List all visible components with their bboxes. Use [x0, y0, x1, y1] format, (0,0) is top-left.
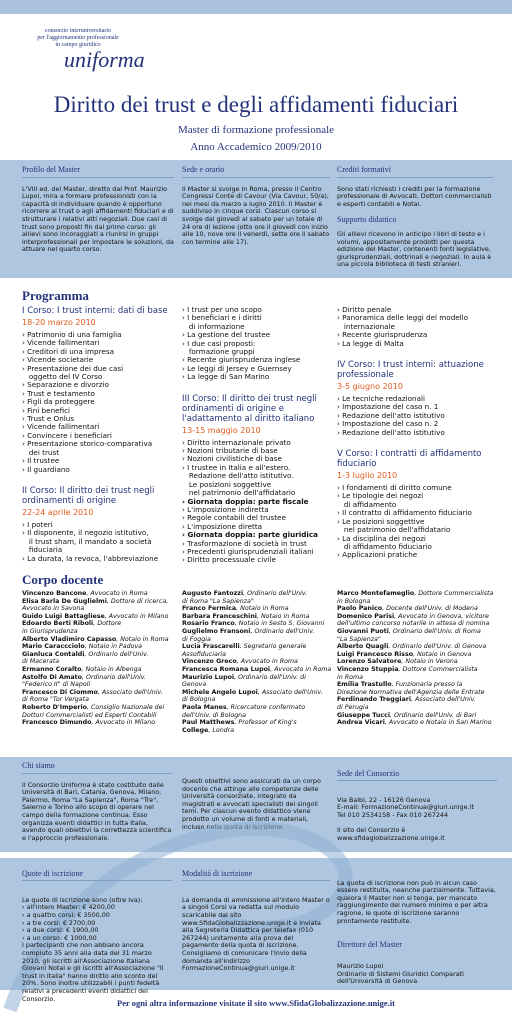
docente-entry: Alberto Quagli, Ordinario dell'Univ. di Genova	[337, 643, 487, 651]
list-item: › Trasformazione di società in trust	[182, 538, 307, 548]
course-items	[337, 395, 497, 437]
docente-entry: Francesca Romana Lupoi, Avvocato in Roma	[182, 665, 332, 673]
section-text: La quota di iscrizione non può in alcun caso essere restituita, neanche parzialmente. Tuttavia, qualora il Master non si tenga, per mancato raggiungimento del numero minimo o per altra ragione, le quote di iscrizione saranno prontamente restituite.	[337, 878, 496, 925]
docente-entry: Guglielmo Fransoni, Ordinario dell'Univ.	[182, 627, 315, 635]
list-item: › L'imposizione indiretta	[182, 504, 269, 514]
list-item: › Le tecniche redazionali	[337, 394, 426, 404]
section-heading: Modalità di iscrizione	[182, 870, 330, 882]
docente-entry: Paul Matthews, Professor of King's	[182, 719, 297, 727]
subtitle: Master di formazione professionale	[177, 124, 335, 136]
docente-entry: Avvocato in Savona	[22, 605, 85, 613]
sede-section	[182, 166, 330, 246]
docente-entry: dell'ultimo concorso notarile in attesa di nomina	[337, 620, 490, 628]
docente-entry: Lorenzo Salvatore, Notaio in Verona	[337, 658, 458, 666]
docente-entry: "Federico II" di Napoli	[22, 681, 91, 689]
list-item: internazionale	[337, 321, 395, 331]
course-date: 3-5 giugno 2010	[337, 382, 403, 392]
list-item: › La disciplina dei negozi	[337, 533, 426, 543]
list-item: › Redazione dell'atto istitutivo	[337, 410, 445, 420]
list-item: › Fini benefici	[22, 405, 71, 415]
docente-entry: Vincenzo Bancone, Avvocato in Roma	[22, 590, 148, 597]
section-heading: Profilo del Master	[22, 166, 174, 178]
section-heading: Direttore del Master	[337, 939, 402, 949]
section-text: L'VIII ed. del Master, diretto dal Prof. Maurizio Lupoi, mira a formare professionisti con la capacità di individuare quando è opportuno ricorrere ai trust o agli affidamenti fiduciari e di strutturare i relativi atti negoziali. Due casi di trust sono proposti fin dal primo corso: gli allievi sono incoraggiati a riunirsi in gruppi interprofessionali per impostare le soluzioni, da attuare nel quarto corso.	[22, 184, 174, 254]
list-item: nel patrimonio dell'affidatario	[337, 525, 451, 535]
docenti-col1	[22, 590, 177, 727]
logo-line: in campo giuridico	[55, 42, 101, 48]
docente-entry: Dottori Commercialisti ed Esperti Contabili	[22, 711, 157, 719]
programma-col1	[22, 300, 172, 563]
docenti-col3	[337, 590, 502, 727]
docente-entry: Elisa Barla De Guglielmi, Dottore di ricerca,	[22, 597, 169, 605]
list-item: › Vicende societarie	[22, 355, 94, 365]
list-item: › Il disponente, il negozio istitutivo,	[22, 528, 149, 538]
docente-entry: Paolo Panico, Docente dell'Univ. di Modena	[337, 605, 478, 613]
list-item: Le posizioni soggettive	[182, 479, 272, 489]
docente-entry: Marco Montefameglio, Dottore Commercialista	[337, 590, 494, 597]
docente-entry: di Macerata	[22, 658, 60, 666]
list-item: › La legge di San Marino	[182, 372, 270, 382]
docente-entry: Ermanno Coralto, Notaio in Albenga	[22, 665, 142, 673]
list-item: formazione gruppi	[182, 347, 255, 357]
docente-entry: di Perugia	[337, 703, 369, 711]
section-heading: Supporto didattico	[337, 215, 397, 225]
list-item: › Separazione e divorzio	[22, 380, 109, 390]
list-item: › La durata, la revoca, l'abbreviazione	[22, 553, 159, 563]
docente-entry: Rosario Franco, Notaio in Sesto S. Giovanni	[182, 620, 325, 628]
list-item: › Vicende fallimentari	[22, 338, 100, 348]
list-item: › Figli da proteggere	[22, 397, 95, 407]
list-item: › Il guardiano	[22, 464, 70, 474]
list-item: › Vicende fallimentari	[22, 422, 100, 432]
list-item: › Presentazione dei due casi	[22, 363, 124, 373]
docente-entry: Franco Fermica, Notaio in Roma	[182, 605, 289, 613]
list-item: › Le posizioni soggettive	[337, 516, 425, 526]
course-title: III Corso: Il diritto dei trust negli ordinamenti di origine e l'adattamento al diritto italiano	[182, 393, 317, 424]
docente-entry: in Bologna	[337, 597, 371, 605]
list-item: › Precedenti giurisprudenziali italiani	[182, 546, 314, 556]
list-item: › Presentazione storico-comparativa	[22, 439, 153, 449]
docente-entry: Luigi Francesco Risso, Notaio in Genova	[337, 650, 472, 658]
list-item: oggetto del IV Corso	[22, 372, 103, 382]
docente-entry: di Roma "Tor Vergata	[22, 696, 89, 704]
docente-entry: in Giurisprudenza	[22, 627, 78, 635]
course-items	[337, 484, 497, 560]
list-item: di affidamento fiduciario	[337, 541, 432, 551]
docente-entry: in Roma	[337, 673, 363, 681]
list-item: il trust sham, il mandato a società	[22, 536, 152, 546]
programma-col2	[182, 306, 332, 565]
list-item: › Il trustee	[22, 456, 60, 466]
list-item: › L'imposizione diretta	[182, 521, 263, 531]
docente-entry: Giovanni Puoti, Ordinario dell'Univ. di Roma	[337, 627, 481, 635]
list-item: › I beneficiari e i diritti	[182, 313, 262, 323]
list-item: › Redazione dell'atto istitutivo	[337, 427, 445, 437]
docente-entry: Guido Luigi Battagliese, Avvocato in Milano	[22, 612, 169, 620]
section-heading: Chi siamo	[22, 762, 172, 774]
list-item: Redazione dell'atto istitutivo.	[182, 471, 294, 481]
list-item: › Impostazione del caso n. 2	[337, 419, 439, 429]
docente-entry: Augusto Fantozzi, Ordinario dell'Univ.	[182, 590, 308, 597]
section-text: Sono stati richiesti i crediti per la formazione professionale di Avvocati, Dottori commercialisti e esperti contabili e Notai.	[337, 184, 492, 208]
docente-entry: Vincenzo Greco, Avvocato in Roma	[182, 658, 298, 666]
section-text: Il Master si svolge in Roma, presso il Centro Congressi Conte di Cavour (Via Cavour, 50/a), nei mesi da marzo a luglio 2010. Il Master è suddiviso in cinque corsi. Ciascun corso si svolge dal giovedì al sabato per un totale di 24 ore di lezione (otto ore il giovedì con inizio alle 10, nove ore il venerdì, sette ore il sabato con termine alle 17).	[182, 184, 330, 246]
section-heading: Sede e orario	[182, 166, 330, 178]
section-text: Via Balbi, 22 - 16126 Genova E-mail: FormazioneContinua@giuri.unige.it Tel 010 2534158 - Fax 010 267244 Il sito del Consorzio è www.sfidaglobalizzazione.unige.it	[337, 795, 474, 842]
section-text: Maurizio Lupoi Ordinario di Sistemi Giuridici Comparati dell'Università di Genova	[337, 961, 464, 986]
uniforma-logo	[28, 28, 188, 71]
docente-entry: di Bologna	[182, 696, 216, 704]
logo-line: per l'aggiornamento professionale	[37, 35, 119, 41]
docente-entry: Vincenzo Stuppia, Dottore Commercialista	[337, 665, 478, 673]
docente-entry: dell'Univ. di Bologna	[182, 711, 247, 719]
list-item: › I trust per uno scopo	[182, 305, 262, 314]
docente-entry: Astolfo Di Amato, Ordinario dell'Univ.	[22, 673, 146, 681]
list-item: › Giornata doppia: parte fiscale	[182, 496, 309, 506]
logo-wordmark: uniforma	[64, 47, 145, 72]
docente-entry: Ferdinando Treggiari, Associato dell'Univ.	[337, 696, 476, 704]
docente-entry: Direzione Normativa dell'Agenzia delle Entrate	[337, 688, 485, 696]
profilo-section	[22, 166, 174, 254]
top-bar	[0, 0, 512, 14]
list-item: › Applicazioni pratiche	[337, 550, 418, 560]
docente-entry: Edoardo Berti Riboli, Dottore	[22, 620, 122, 628]
programma-heading: Programma	[22, 288, 89, 303]
docente-entry: Michele Angelo Lupoi, Associato dell'Univ.	[182, 688, 323, 696]
section-heading: Quote di iscrizione	[22, 870, 172, 882]
section-heading: Sede del Consorzio	[337, 770, 497, 782]
list-item: › Le leggi di Jersey e Guernsey	[182, 363, 292, 373]
docenti-col2	[182, 590, 332, 734]
docente-entry: Andrea Vicari, Avvocato e Notaio in San Marino	[337, 719, 492, 727]
footer-link[interactable]: Per ogni altra informazione visitate il sito www.SfidaGlobalizzazione.unige.it	[117, 998, 395, 1008]
course-title: II Corso: Il diritto dei trust negli ordinamenti di origine	[22, 485, 155, 506]
course-items	[182, 306, 332, 382]
list-item: di informazione	[182, 321, 245, 331]
list-item: › Diritto processuale civile	[182, 555, 276, 565]
crediti-section	[337, 166, 493, 269]
docente-entry: Paola Manes, Ricercatore confermato	[182, 703, 306, 711]
section-text: Gli allievi ricevono in anticipo i libri di testo e i volumi, appositamente prodotti per questa edizione del Master, contenenti fonti legislative, giurisprudenziali, dottrinali e negoziali. In aula è una piccola biblioteca di testi stranieri.	[337, 229, 492, 269]
docente-entry: Francesco Dimundo, Avvocato in Milano	[22, 719, 156, 727]
docente-entry: Roberto D'Imperio, Consiglio Nazionale dei	[22, 703, 165, 711]
list-item: dei trust	[22, 447, 60, 457]
list-item: › I due casi proposti:	[182, 338, 256, 348]
docente-entry: Assofiduciaria	[182, 650, 227, 658]
academic-year: Anno Accademico 2009/2010	[190, 141, 322, 153]
docente-entry: "La Sapienza"	[337, 635, 381, 643]
list-item: › Il contratto di affidamento fiduciario	[337, 508, 472, 518]
list-item: › La legge di Malta	[337, 338, 404, 348]
course-items	[337, 306, 497, 348]
docente-entry: College, Londra	[182, 726, 235, 734]
list-item: fiduciaria	[22, 545, 63, 555]
course-date: 13-15 maggio 2010	[182, 425, 261, 435]
rimborso-section	[337, 872, 497, 993]
list-item: › Giornata doppia: parte giuridica	[182, 530, 318, 540]
list-item: › Le tipologie dei negozi	[337, 491, 424, 501]
docente-entry: Alberto Vladimiro Capasso, Notaio in Roma	[22, 635, 169, 643]
section-text: Questi obiettivi sono assicurati da un corpo docente che attinge alle competenze delle Università consorziate, integrato da magistrati e avvocati specialisti dei singoli temi. Per ciascun evento didattico viene prodotto un volume di fonti e materiali, incluso nella quota di iscrizione.	[182, 777, 321, 831]
section-text: Il Consorzio Uniforma è stato costituito dalle Università di Bari, Catania, Genova, Milano, Palermo, Roma "La Sapienza", Roma "Tre", Salerno e Torino allo scopo di operare nel campo della formazione continua. Esso organizza eventi didattici in tutta Italia, avendo quali obiettivi la correttezza scientifica e l'approccio professionale.	[22, 780, 172, 842]
course-date: 18-20 marzo 2010	[22, 318, 96, 327]
list-item: › Diritto penale	[337, 305, 392, 314]
docente-entry: di Roma "La Sapienza"	[182, 597, 254, 605]
list-item: › I poteri	[22, 519, 53, 529]
docente-entry: Gianluca Contaldi, Ordinario dell'Univ.	[22, 650, 149, 658]
list-item: › Diritto internazionale privato	[182, 437, 291, 447]
list-item: › Convincere i beneficiari	[22, 430, 112, 440]
section-heading: Crediti formativi	[337, 166, 493, 178]
docente-entry: Domenico Parisi, Avvocato in Genova, vicitore	[337, 612, 489, 620]
list-item: › I fondamenti di diritto comune	[337, 483, 452, 493]
list-item: › Nozioni tributarie di base	[182, 446, 278, 456]
course-date: 1-3 luglio 2010	[337, 471, 398, 481]
list-item: nel patrimonio dell'affidatario	[182, 488, 296, 498]
section-text: La domanda di ammissione all'intero Master o a singoli Corsi va redatta sul modulo scaricabile dal sito www.SfidaGlobalizzazione.unige.it e inviata alla Segreteria Didattica per telefax (010 267244) unitamente alla prova del pagamento della quota di iscrizione. Consigliamo di comunicare l'invio della domanda all'indirizzo FormazioneContinua@giuri.unige.it	[182, 895, 330, 973]
list-item: › Nozioni civilistiche di base	[182, 454, 282, 464]
list-item: › I trustee in Italia e all'estero.	[182, 462, 291, 472]
docente-entry: Mario Caraccciolo, Notaio in Padova	[22, 643, 143, 651]
docente-entry: Emilia Trastullo, Funzionaria presso la	[337, 681, 463, 689]
docente-entry: Francesco Di Ciommo, Associato dell'Univ.	[22, 688, 163, 696]
page-title: Diritto dei trust e degli affidamenti fiduciari	[53, 92, 459, 117]
course-title: IV Corso: I trust interni: attuazione professionale	[337, 360, 484, 381]
list-item: › Recente giurisprudenza	[337, 330, 428, 340]
docenti-heading: Corpo docente	[22, 572, 104, 587]
modalita-section	[182, 862, 330, 980]
list-item: › Trust e Onlus	[22, 414, 75, 424]
list-item: › Panoramica delle leggi del modello	[337, 313, 469, 323]
docente-entry: Lucia Frascarelli, Segretario generale	[182, 643, 307, 651]
list-item: di affidamento	[337, 499, 397, 509]
docente-entry: Barbara Franceschini, Notaio in Roma	[182, 612, 310, 620]
programma-col3	[337, 306, 497, 560]
course-title: I Corso: I trust interni: dati di base	[22, 306, 168, 316]
docente-entry: Giuseppe Tucci, Ordinario dell'Univ. di Bari	[337, 711, 477, 719]
list-item: › Regole contabili del trustee	[182, 513, 286, 523]
list-item: › Recente giurisprudenza inglese	[182, 355, 301, 365]
list-item: › Creditori di una impresa	[22, 346, 114, 356]
list-item: › Patrimonio di una famiglia	[22, 330, 122, 339]
logo-line: consorzio interuniversitario	[44, 28, 112, 34]
course-items	[22, 521, 172, 563]
course-date: 22-24 aprile 2010	[22, 507, 94, 517]
list-item: › La gestione del trustee	[182, 330, 271, 340]
section-text: Le quote di iscrizione sono (oltre Iva): › all'intero Master: € 4200,00 › a quattro corsi: € 3500,00 › a tre corsi: € 2700,00 › a due corsi: € 1900,00 › a un corso: € 1000,00 I partecipanti che non abbiano ancora compiuto 35 anni alla data del 31 marzo 2010, gli iscritti all'Associazione Italiana Giovani Notai e gli iscritti all'Associazione "Il trust in Italia" hanno diritto allo sconto del 20%. Sono inoltre utilizzabili i punti fedeltà relativi a precedenti eventi didattici del Consorzio.	[22, 895, 164, 1003]
list-item: › Impostazione del caso n. 1	[337, 402, 439, 412]
course-items	[22, 331, 172, 474]
docente-entry: di Foggia	[182, 635, 211, 643]
course-title: V Corso: I contratti di affidamento fiduciario	[337, 449, 482, 470]
list-item: › Trust e testamento	[22, 388, 95, 398]
quote-section	[22, 862, 172, 1011]
docente-entry: Maurizio Lupoi, Ordinario dell'Univ. di Genova	[182, 673, 306, 689]
course-items	[182, 439, 332, 565]
